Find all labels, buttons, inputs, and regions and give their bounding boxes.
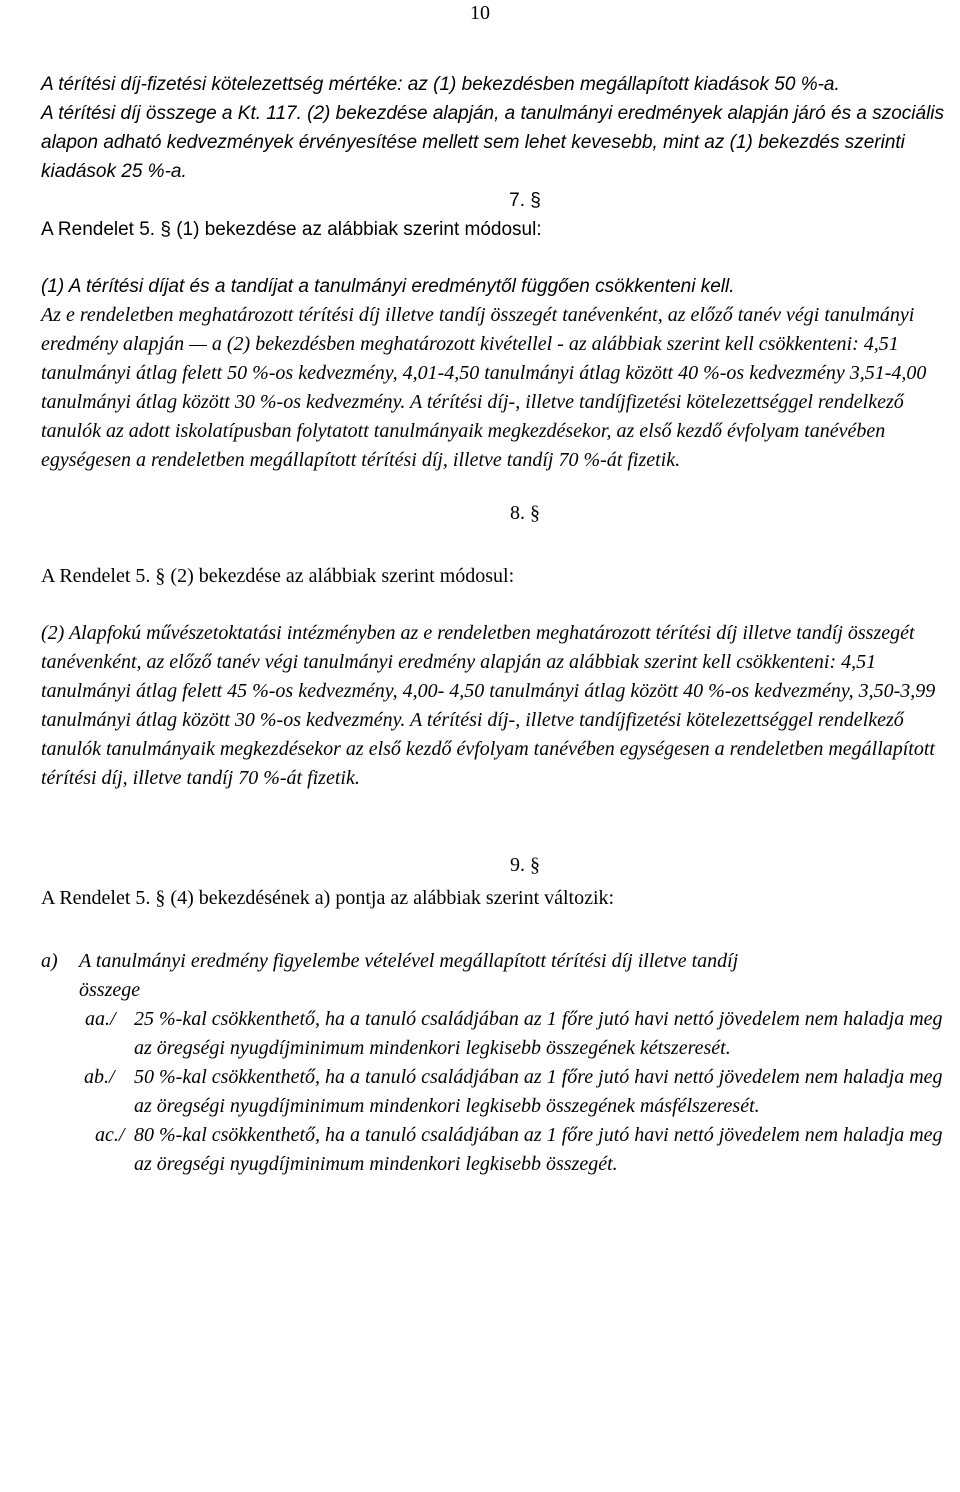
text-line: A térítési díj-, illetve tandíjfizetési kötelezettséggel rendelkező tanulók az adott: [41, 391, 904, 442]
list-item-a: [41, 947, 955, 1005]
sub-item-ab: [41, 1063, 955, 1121]
text-line: A térítési díj-, illetve tandíjfizetési kötelezettséggel rendelkező tanulók tanulmányaik: [41, 709, 904, 760]
text-line: jövedelem nem haladja meg az öregségi nyugdíjminimum mindenkori legkisebb: [134, 1124, 943, 1175]
paragraph-fee-amount: [41, 99, 955, 186]
text-line: összegének kétszeresét.: [545, 1037, 731, 1059]
amendment-intro-7: A Rendelet 5. § (1) bekezdése az alábbiak szerint módosul:: [41, 219, 542, 240]
page-number: 10: [470, 2, 490, 24]
section-heading-8: 8. §: [510, 502, 540, 524]
text-line: 50 %-kal csökkenthető, ha a tanuló családjában az 1 főre jutó havi nettó: [134, 1066, 714, 1088]
amendment-intro-8: A Rendelet 5. § (2) bekezdése az alábbiak szerint módosul:: [41, 565, 515, 587]
sub-item-ac: [41, 1121, 955, 1179]
sub-item-label: ac./: [95, 1124, 125, 1146]
text-line: A térítési díj összege a Kt. 117. (2) bekezdése alapján, a tanulmányi eredmények alapján: [41, 103, 789, 124]
text-line: 25 %-kal csökkenthető, ha a tanuló családjában az 1 főre jutó havi nettó: [134, 1008, 714, 1030]
text-line: mint az (1) bekezdés szerinti kiadások 25 %-a.: [41, 132, 905, 182]
document-body: [41, 70, 955, 1179]
text-line: (2) Alapfokú művészetoktatási intézményben az e rendeletben meghatározott térítési díj illetve: [41, 622, 792, 644]
text-line: A térítési díj-fizetési kötelezettség mértéke: az (1) bekezdésben megállapított kiadások 50: [41, 74, 796, 95]
section-heading-7: 7. §: [509, 190, 541, 211]
list-item-label: a): [41, 950, 58, 972]
text-line: járó és a szociális alapon adható kedvezmények érvényesítése mellett sem lehet kevesebb,: [41, 103, 945, 153]
text-line: 4,01-4,50 tanulmányi átlag között 40 %-os kedvezmény 3,51-4,00 tanulmányi átlag: [41, 362, 927, 413]
text-line: összege: [79, 979, 141, 1001]
paragraph-8-2: [41, 619, 955, 793]
text-line: 4,50 tanulmányi átlag között 40 %-os kedvezmény, 3,50-3,99 tanulmányi átlag között 30: [41, 680, 936, 731]
text-line: 80 %-kal csökkenthető, ha a tanuló családjában az 1 főre jutó havi nettó: [134, 1124, 714, 1146]
paragraph-fee-rate: [41, 70, 955, 99]
text-line: tandíj összegét tanévenként, az előző tanév végi tanulmányi eredmény alapján az: [41, 622, 915, 673]
text-line: A tanulmányi eredmény figyelembe vételével megállapított térítési díj illetve tandíj: [79, 950, 739, 972]
text-line: összegét.: [545, 1153, 618, 1175]
text-line: iskolatípusban folytatott tanulmányaik megkezdésekor, az első kezdő évfolyam tanévében: [174, 420, 886, 442]
text-line: tanév végi tanulmányi eredmény alapján — a (2) bekezdésben meghatározott kivétellel -: [41, 304, 915, 355]
sub-item-label: aa./: [85, 1008, 116, 1030]
paragraph-7-1-body: [41, 301, 955, 475]
text-line: Az e rendeletben meghatározott térítési díj illetve tandíj összegét tanévenként, az előző: [41, 304, 733, 326]
text-line: térítési díj, illetve tandíj 70 %-át fizetik.: [41, 767, 360, 789]
text-line: összegének másfélszeresét.: [545, 1095, 760, 1117]
text-line: között 30 %-os kedvezmény.: [182, 391, 406, 413]
text-line: %-a.: [800, 74, 840, 95]
paragraph-7-1: [41, 272, 955, 301]
section-heading-9: 9. §: [510, 854, 540, 876]
amendment-intro-9: A Rendelet 5. § (4) bekezdésének a) pontja az alábbiak szerint változik:: [41, 887, 615, 909]
text-line: egységesen a rendeletben megállapított térítési díj, illetve tandíj 70 %-át fizetik.: [41, 449, 681, 471]
text-line: (1) A térítési díjat és a tandíjat a tanulmányi eredménytől függően csökkenteni kell.: [41, 276, 735, 297]
text-line: az alábbiak szerint kell csökkenteni: 4,51 tanulmányi átlag felett 50 %-os kedvezmény,: [41, 333, 899, 384]
text-line: megkezdésekor az első kezdő évfolyam tanévében egységesen a rendeletben megállapított: [219, 738, 935, 760]
text-line: %-os kedvezmény.: [259, 709, 406, 731]
text-line: jövedelem nem haladja meg az öregségi nyugdíjminimum mindenkori legkisebb: [134, 1066, 943, 1117]
text-line: jövedelem nem haladja meg az öregségi nyugdíjminimum mindenkori legkisebb: [134, 1008, 943, 1059]
sub-item-label: ab./: [84, 1066, 115, 1088]
text-line: alábbiak szerint kell csökkenteni: 4,51 tanulmányi átlag felett 45 %-os kedvezmény, 4,00-: [41, 651, 877, 702]
sub-item-aa: [41, 1005, 955, 1063]
